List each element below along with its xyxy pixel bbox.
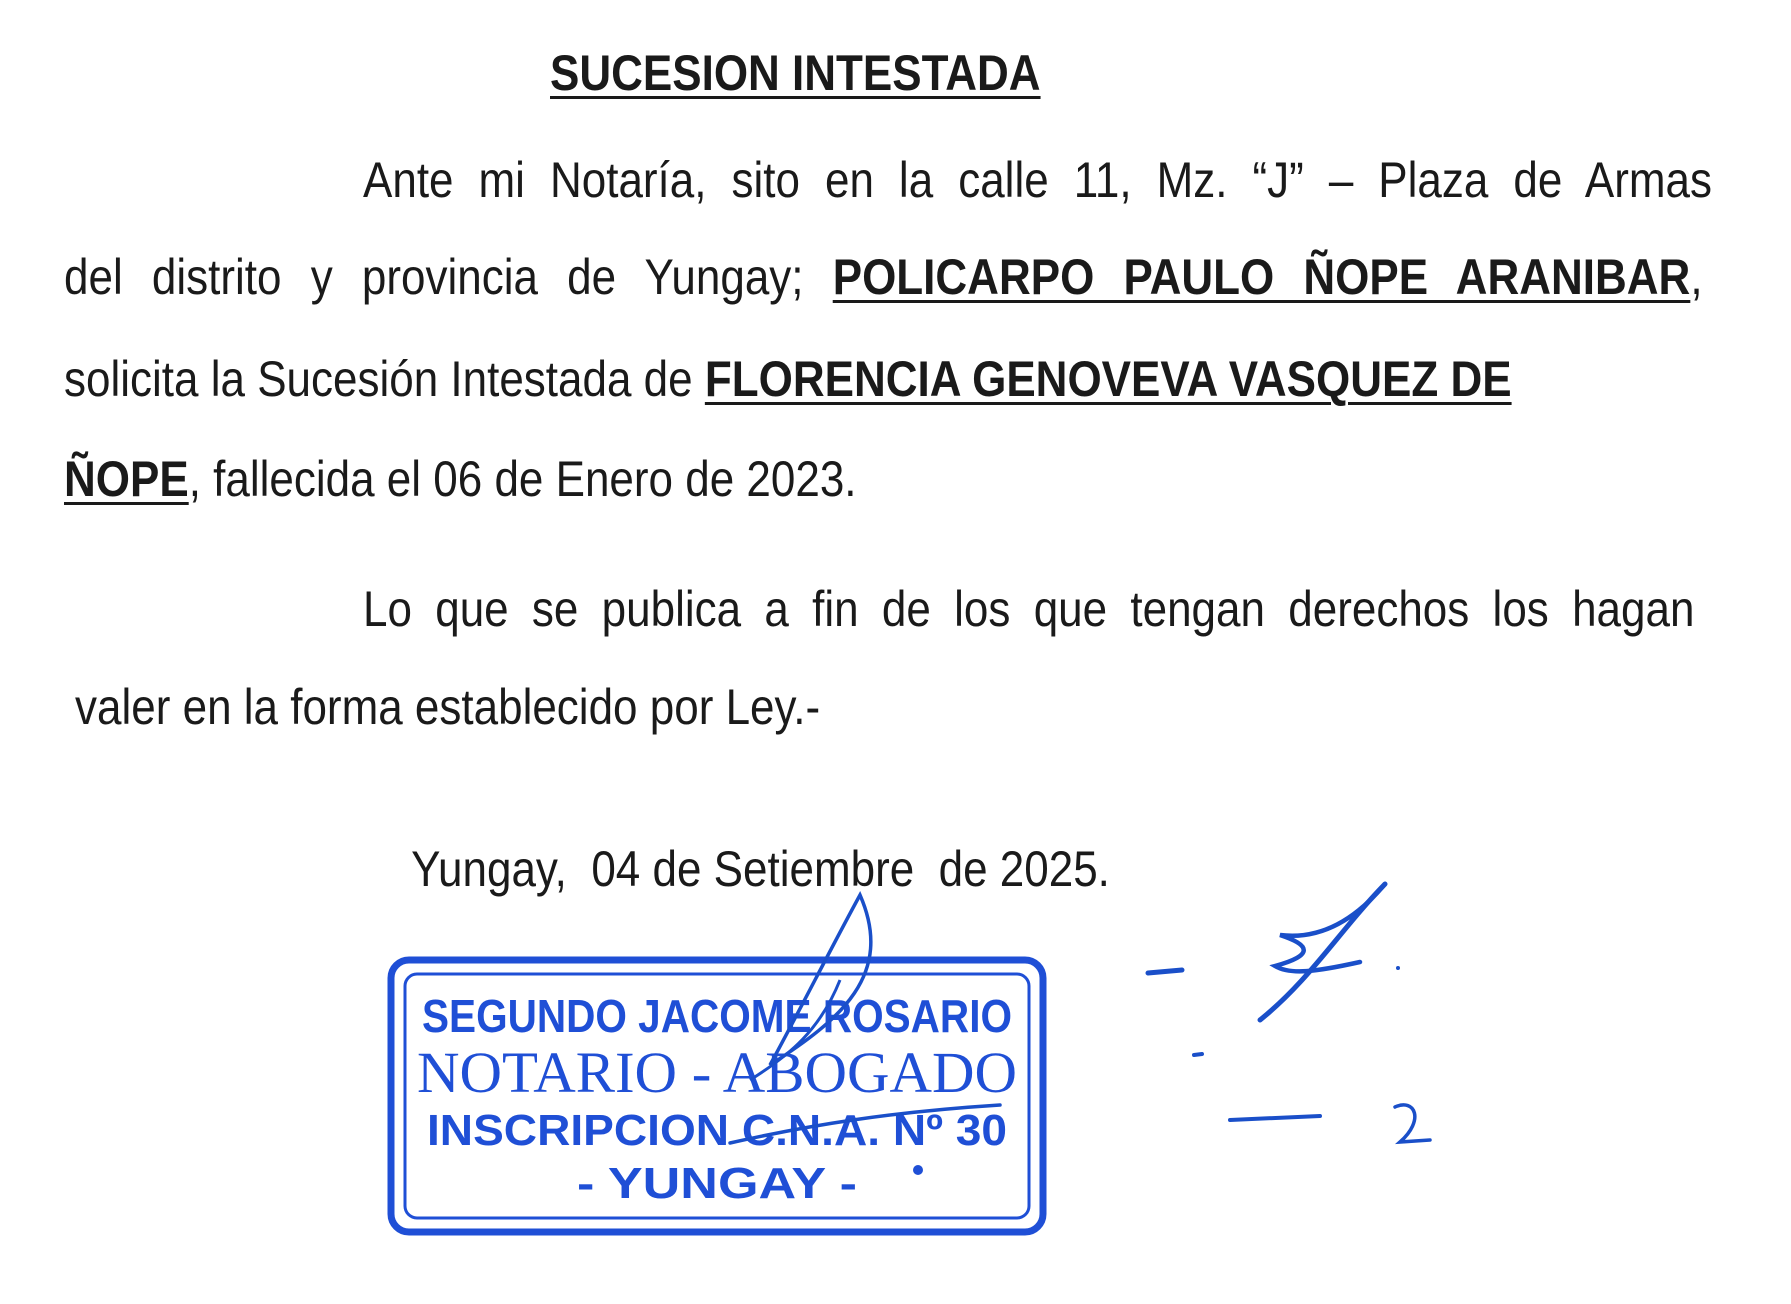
document-title: SUCESION INTESTADA xyxy=(550,45,1041,101)
stamp-line4: - YUNGAY - xyxy=(577,1159,857,1208)
paragraph1-line2-post: , xyxy=(1690,249,1703,305)
paragraph2-line2-text: valer en la forma establecido por Ley.- xyxy=(75,679,821,735)
paragraph1-line4-post: , fallecida el 06 de Enero de 2023. xyxy=(188,451,857,507)
applicant-name: POLICARPO PAULO ÑOPE ARANIBAR xyxy=(832,249,1691,305)
handwritten-initials xyxy=(1140,870,1440,1150)
signature-over-stamp xyxy=(690,880,1030,1180)
stamp-line3: INSCRIPCION C.N.A. Nº 30 xyxy=(427,1106,1007,1155)
paragraph1-line4 xyxy=(64,451,857,507)
paragraph1-line2-pre: del distrito y provincia de Yungay; xyxy=(64,249,833,305)
stamp-line2: NOTARIO - ABOGADO xyxy=(417,1040,1017,1105)
paragraph1-line1-text: Ante mi Notaría, sito en la calle 11, Mz. “J” – Plaza de Armas xyxy=(363,152,1713,208)
paragraph2-line2 xyxy=(75,679,821,735)
paragraph2-line1-text: Lo que se publica a fin de los que tengan derechos los hagan xyxy=(363,581,1695,637)
stamp-line1: SEGUNDO JACOME ROSARIO xyxy=(422,990,1012,1042)
deceased-name-part2: ÑOPE xyxy=(64,451,189,507)
paragraph1-line2 xyxy=(64,249,1703,305)
date-line-text: Yungay, 04 de Setiembre de 2025. xyxy=(411,841,1110,897)
deceased-name-part1: FLORENCIA GENOVEVA VASQUEZ DE xyxy=(704,351,1512,407)
paragraph2-line1 xyxy=(363,581,1695,637)
paragraph1-line1 xyxy=(363,152,1713,208)
paragraph1-line3 xyxy=(64,351,1512,407)
paragraph1-line3-pre: solicita la Sucesión Intestada de xyxy=(64,351,705,407)
